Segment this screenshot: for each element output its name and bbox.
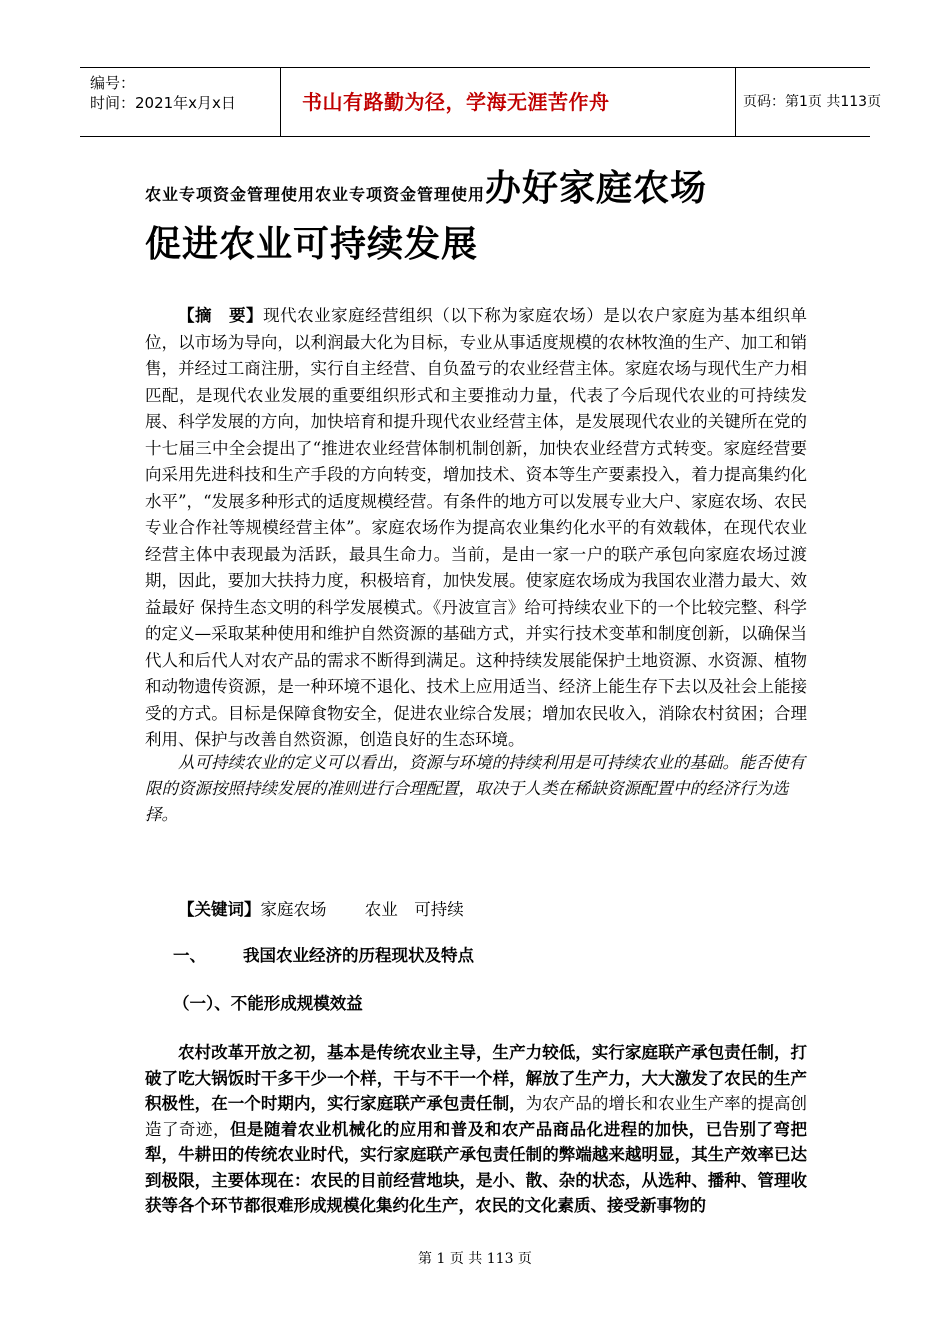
header-page-cell xyxy=(735,68,882,136)
paragraph-3 xyxy=(145,1040,807,1219)
abstract-tag: 【摘 要】 xyxy=(178,306,264,325)
header-meta xyxy=(80,68,281,136)
paragraph-2 xyxy=(145,750,807,828)
page-info: 页码：第1页 共113页 xyxy=(743,94,882,110)
page-header xyxy=(80,67,882,137)
document-title xyxy=(145,160,835,267)
paragraph-3-part3: 但是随着农业机械化的应用和普及和农产品商品化进程的加快，已告别了弯把犁，牛耕田的传统农业时代，实行家庭联产承包责任制的弊端越来越明显，其生产效率已达到极限，主要体现在：农民的目前经营地块，是小、散、杂的状态，从选种、播种、管理收获等各个环节都很难形成规模化集约化生产，农民的文化素质、接受新事物的 xyxy=(145,1119,808,1215)
paragraph-3-part2: 为农产品的增长和农业生产率的提高创造了奇迹， xyxy=(145,1094,808,1139)
header-motto-cell xyxy=(280,68,736,136)
title-main-part2: 促进农业可持续发展 xyxy=(145,224,479,265)
heading-1-number: 一、 xyxy=(173,946,206,965)
paragraph-3-part1: 农村改革开放之初，基本是传统农业主导，生产力较低，实行家庭联产承包责任制，打破了吃大锅饭时干多干少一个样，干与不干一个样，解放了生产力，大大激发了农民的生产积极性，在一个时期内，实行家庭联产承包责任制， xyxy=(145,1043,807,1113)
paragraph-2-text: 从可持续农业的定义可以看出，资源与环境的持续利用是可持续农业的基础。能否使有限的资源按照持续发展的准则进行合理配置，取决于人类在稀缺资源配置中的经济行为选择。 xyxy=(145,753,805,824)
keywords-tag: 【关键词】 xyxy=(178,900,261,919)
abstract xyxy=(145,303,807,754)
page-footer: 第 1 页 共 113 页 xyxy=(418,1251,532,1267)
keywords-text: 家庭农场 农业 可持续 xyxy=(260,900,464,919)
heading-1-text: 我国农业经济的历程现状及特点 xyxy=(243,946,474,965)
number-label: 编号： xyxy=(90,74,136,92)
keywords xyxy=(145,897,807,923)
motto: 书山有路勤为径，学海无涯苦作舟 xyxy=(302,90,610,114)
title-prefix: 农业专项资金管理使用农业专项资金管理使用 xyxy=(145,185,486,204)
section-heading-1 xyxy=(145,944,807,968)
title-main-part1: 办好家庭农场 xyxy=(485,168,708,209)
time-label: 时间：2021年x月x日 xyxy=(90,94,236,112)
section-heading-2: （一）、不能形成规模效益 xyxy=(173,994,363,1013)
abstract-text: 现代农业家庭经营组织（以下称为家庭农场）是以农户家庭为基本组织单位，以市场为导向，以利润最大化为目标，专业从事适度规模的农林牧渔的生产、加工和销售，并经过工商注册，实行自主经营、自负盈亏的农业经营主体。家庭农场与现代生产力相匹配，是现代农业发展的重要组织形式和主要推动力量，代表了今后现代农业的可持续发展、科学发展的方向，加快培育和提升现代农业经营主体，是发展现代农业的关键所在党的十七届三中全会提出了“推进农业经营体制机制创新，加快农业经营方式转变。家庭经营要向采用先进科技和生产手段的方向转变，增加技术、资本等生产要素投入，着力提高集约化水平”，“发展多种形式的适度规模经营。有条件的地方可以发展专业大户、家庭农场、农民专业合作社等规模经营主体”。家庭农场作为提高农业集约化水平的有效载体，在现代农业经营主体中表现最为活跃，最具生命力。当前，是由一家一户的联产承包向家庭农场过渡期，因此，要加大扶持力度，积极培育，加快发展。使家庭农场成为我国农业潜力最大、效益最好 保持生态文明的科学发展模式。《丹波宣言》给可持续农业下的一个比较完整、科学的定义—采取某种使用和维护自然资源的基础方式，并实行技术变革和制度创新，以确保当代人和后代人对农产品的需求不断得到满足。这种持续发展能保护土地资源、水资源、植物和动物遗传资源，是一种环境不退化、技术上应用适当、经济上能生存下去以及社会上能接受的方式。目标是保障食物安全，促进农业综合发展；增加农民收入，消除农村贫困；合理利用、保护与改善自然资源，创造良好的生态环境。 xyxy=(145,306,808,749)
